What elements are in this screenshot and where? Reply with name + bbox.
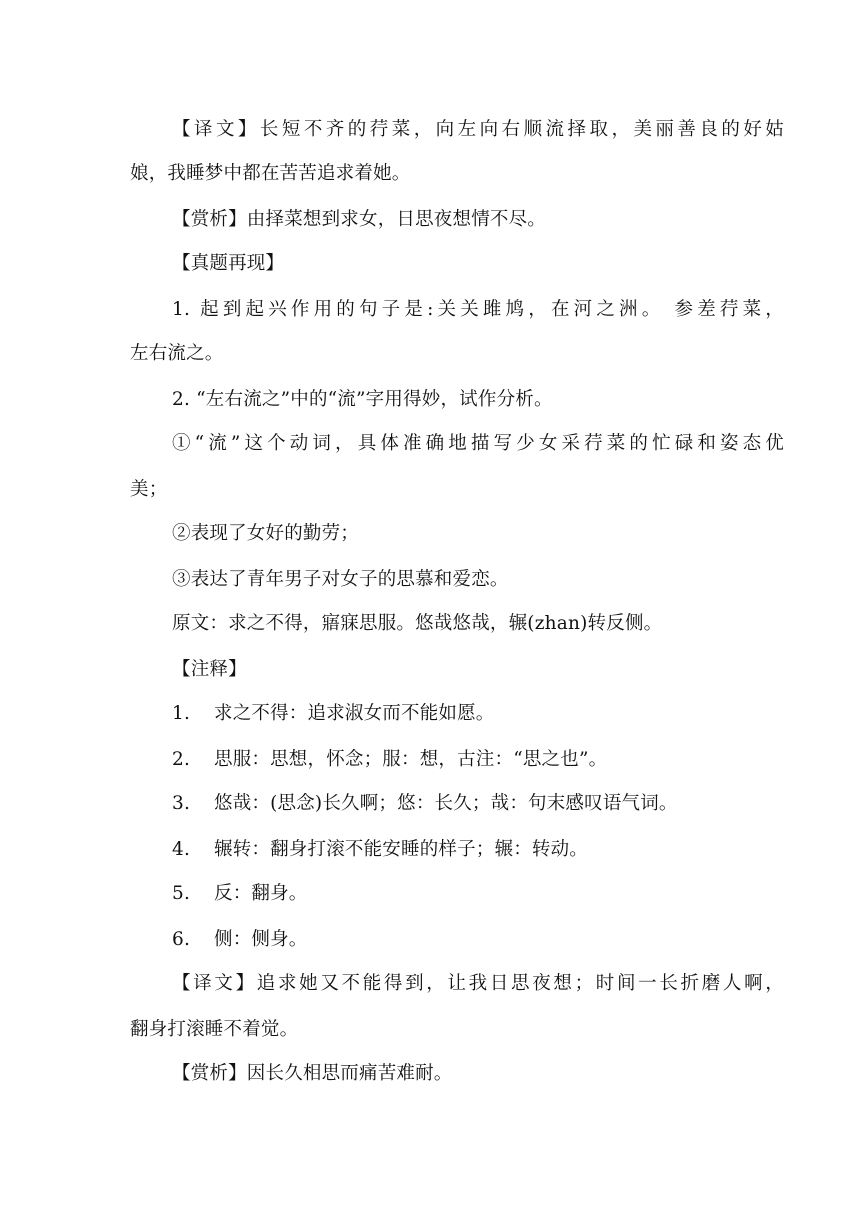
note-item (172, 702, 495, 726)
note-text: 侧：侧身。 (214, 929, 308, 950)
note-item (172, 928, 308, 952)
note-number: 5. (172, 883, 191, 904)
appreciation-2: 【赏析】因长久相思而痛苦难耐。 (172, 1063, 453, 1084)
note-number: 1. (172, 703, 191, 724)
note-item (172, 882, 308, 906)
appreciation-1: 【赏析】由择菜想到求女，日思夜想情不尽。 (172, 209, 547, 230)
answer-3: ③表达了青年男子对女子的思慕和爱恋。 (172, 569, 509, 590)
note-item (172, 748, 607, 772)
note-item (172, 838, 588, 862)
note-number: 6. (172, 929, 191, 950)
question-1-line-2: 左右流之。 (130, 343, 224, 364)
notes-heading: 【注释】 (172, 659, 247, 680)
note-number: 3. (172, 793, 191, 814)
note-text: 反：翻身。 (214, 883, 308, 904)
translation-2-line-2: 翻身打滚睡不着觉。 (130, 1019, 299, 1040)
translation-1-line-2: 娘，我睡梦中都在苦苦追求着她。 (130, 163, 411, 184)
answer-1-line-2: 美； (130, 479, 168, 500)
translation-2-line-1: 【译文】追求她又不能得到，让我日思夜想；时间一长折磨人啊， (172, 973, 784, 994)
note-number: 4. (172, 839, 191, 860)
question-1-line-1: 1. 起到起兴作用的句子是:关关雎鸠，在河之洲。 参差荇菜， (172, 299, 784, 320)
answer-2: ②表现了女好的勤劳； (172, 523, 360, 544)
answer-1-line-1: ①“流”这个动词，具体准确地描写少女采荇菜的忙碌和姿态优 (172, 433, 784, 454)
exam-heading: 【真题再现】 (172, 253, 285, 274)
note-text: 悠哉：(思念)长久啊；悠：长久；哉：句末感叹语气词。 (214, 793, 678, 814)
note-number: 2. (172, 749, 191, 770)
note-text: 思服：思想，怀念；服：想，古注：“思之也”。 (214, 749, 608, 770)
note-text: 求之不得：追求淑女而不能如愿。 (214, 703, 495, 724)
translation-1-line-1: 【译文】长短不齐的荇菜，向左向右顺流择取，美丽善良的好姑 (172, 119, 784, 140)
original-text: 原文：求之不得，寤寐思服。悠哉悠哉，辗(zhan)转反侧。 (172, 613, 663, 634)
question-2: 2. “左右流之”中的“流”字用得妙，试作分析。 (172, 389, 553, 410)
note-item (172, 792, 678, 816)
note-text: 辗转：翻身打滚不能安睡的样子；辗：转动。 (214, 839, 589, 860)
